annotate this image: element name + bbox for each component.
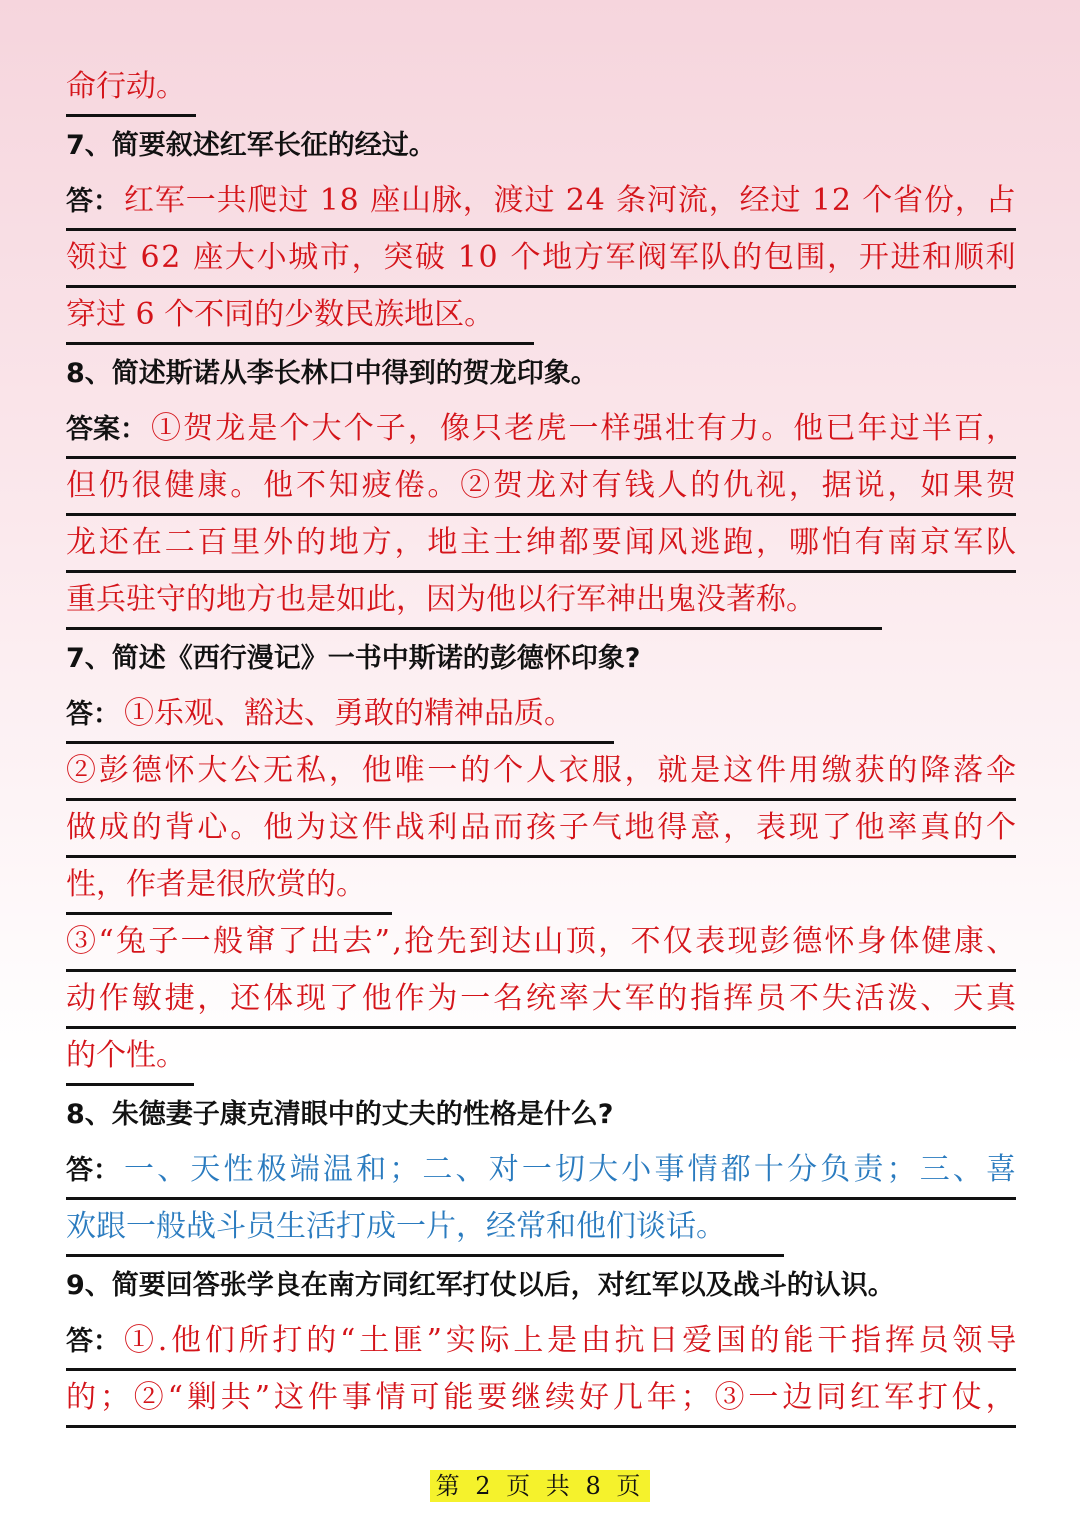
answer-text: 动作敏捷，还体现了他作为一名统率大军的指挥员不失活泼、天真 (66, 981, 1019, 1016)
page-footer (0, 1466, 1080, 1501)
question-heading: 7、简要叙述红军长征的经过。 (66, 130, 436, 161)
answer-line (66, 231, 1016, 288)
answer-line (66, 459, 1019, 516)
answer-text: 命行动。 (66, 69, 186, 104)
answer-line (66, 1314, 1020, 1371)
answer-text: 的；②“剿共”这件事情可能要继续好几年；③一边同红军打仗， (66, 1380, 1020, 1415)
answer-line (66, 573, 882, 630)
answer-text: 但仍很健康。他不知疲倦。②贺龙对有钱人的仇视，据说，如果贺 (66, 468, 1019, 503)
answer-text: 穿过 6 个不同的少数民族地区。 (66, 297, 495, 332)
answer-line (66, 1029, 194, 1086)
answer-text: ③“兔子一般窜了出去”,抢先到达山顶，不仅表现彭德怀身体健康、 (66, 924, 1019, 959)
answer-line (66, 687, 614, 744)
answer-label: 答案： (66, 414, 147, 445)
answer-line (66, 288, 534, 345)
answer-text: 红军一共爬过 18 座山脉，渡过 24 条河流，经过 12 个省份，占 (124, 183, 1017, 218)
answer-line (66, 972, 1019, 1029)
answer-text: 重兵驻守的地方也是如此，因为他以行军神出鬼没著称。 (66, 582, 816, 617)
answer-line (66, 801, 1019, 858)
answer-text: 性，作者是很欣赏的。 (66, 867, 366, 902)
answer-text: 龙还在二百里外的地方，地主士绅都要闻风逃跑，哪怕有南京军队 (66, 525, 1019, 560)
answer-line (66, 402, 1019, 459)
question-heading: 8、简述斯诺从李长林口中得到的贺龙印象。 (66, 358, 598, 389)
answer-text: ①贺龙是个大个子，像只老虎一样强壮有力。他已年过半百， (151, 411, 1019, 446)
answer-text: 的个性。 (66, 1038, 186, 1073)
question-heading: 8、朱德妻子康克清眼中的丈夫的性格是什么? (66, 1099, 614, 1130)
answer-line (66, 1143, 1020, 1200)
page-number: 第 2 页 共 8 页 (430, 1470, 651, 1502)
answer-line (66, 174, 1016, 231)
answer-label: 答： (66, 699, 120, 730)
answer-label: 答： (66, 1326, 120, 1357)
answer-line (66, 744, 1019, 801)
answer-label: 答： (66, 186, 120, 217)
document-body (66, 60, 1020, 1428)
answer-text: 领过 62 座大小城市，突破 10 个地方军阀军队的包围，开进和顺利 (66, 240, 1018, 275)
answer-text: 欢跟一般战斗员生活打成一片，经常和他们谈话。 (66, 1209, 726, 1244)
answer-text: ①乐观、豁达、勇敢的精神品质。 (124, 696, 574, 731)
question-heading: 7、简述《西行漫记》一书中斯诺的彭德怀印象? (66, 643, 641, 674)
answer-line (66, 1200, 784, 1257)
question-heading: 9、简要回答张学良在南方同红军打仗以后，对红军以及战斗的认识。 (66, 1270, 895, 1301)
answer-line (66, 60, 196, 117)
answer-line (66, 1371, 1020, 1428)
answer-line (66, 516, 1019, 573)
answer-line (66, 858, 392, 915)
answer-text: ①.他们所打的“土匪”实际上是由抗日爱国的能干指挥员领导 (124, 1323, 1020, 1358)
answer-text: ②彭德怀大公无私，他唯一的个人衣服，就是这件用缴获的降落伞 (66, 753, 1019, 788)
answer-text: 做成的背心。他为这件战利品而孩子气地得意，表现了他率真的个 (66, 810, 1019, 845)
answer-label: 答： (66, 1155, 120, 1186)
answer-line (66, 915, 1019, 972)
answer-text: 一、天性极端温和；二、对一切大小事情都十分负责；三、喜 (124, 1152, 1020, 1187)
